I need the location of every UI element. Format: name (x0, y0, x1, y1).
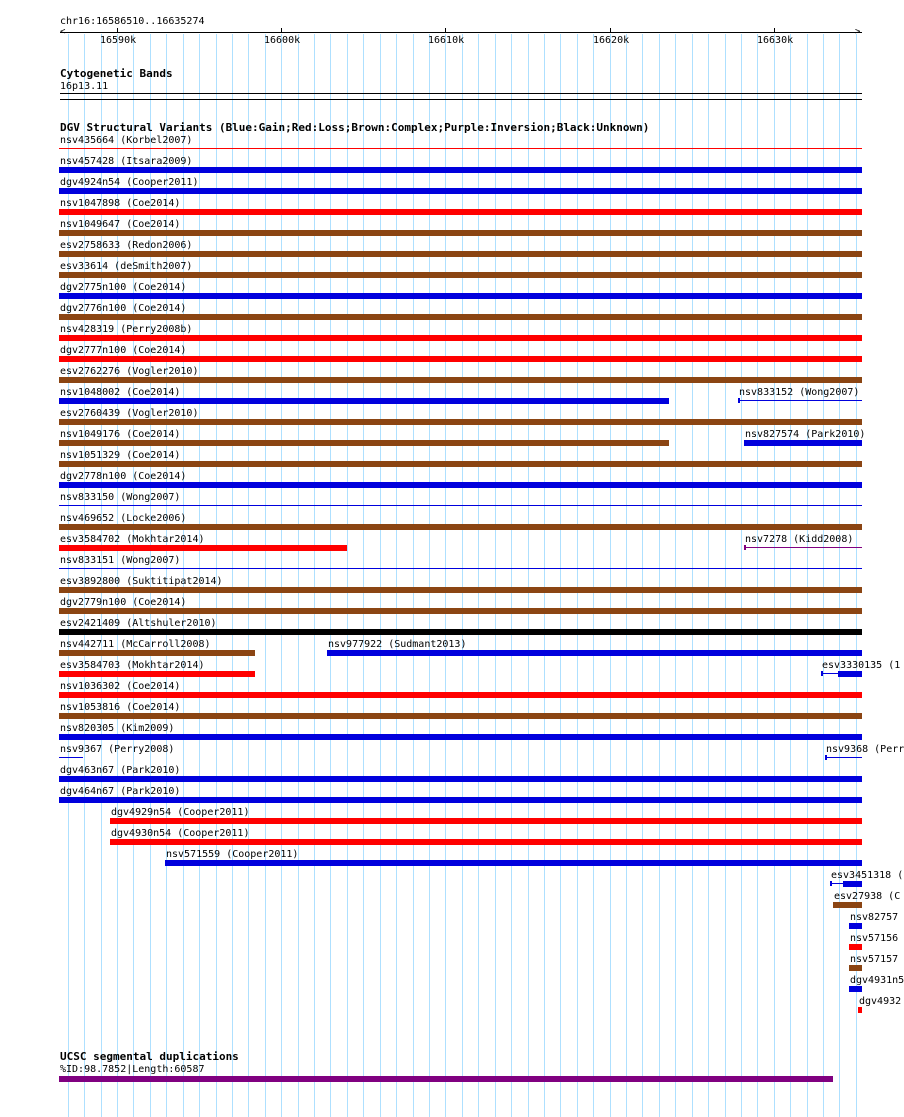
ruler-tick (610, 28, 611, 33)
dgv-feature-label: esv33614 (deSmith2007) (60, 261, 193, 272)
dgv-feature-label: nsv833152 (Wong2007) (739, 387, 860, 398)
dgv-feature-label: dgv4924n54 (Cooper2011) (60, 177, 199, 188)
dgv-feature-label: nsv820305 (Kim2009) (60, 723, 175, 734)
dgv-feature[interactable] (59, 356, 862, 362)
dgv-feature-label: esv3892800 (Suktitipat2014) (60, 576, 223, 587)
dgv-feature[interactable] (59, 335, 862, 341)
dgv-feature-label: dgv2775n100 (Coe2014) (60, 282, 187, 293)
dgv-feature-label: nsv9368 (Perr (826, 744, 904, 755)
dgv-feature[interactable] (59, 568, 862, 569)
dgv-feature[interactable] (59, 419, 862, 425)
dgv-feature-label: esv2762276 (Vogler2010) (60, 366, 199, 377)
dgv-feature-label: dgv2779n100 (Coe2014) (60, 597, 187, 608)
dgv-feature-label: nsv833151 (Wong2007) (60, 555, 181, 566)
dgv-feature[interactable] (59, 377, 862, 383)
dgv-feature-label: esv2758633 (Redon2006) (60, 240, 193, 251)
dgv-feature[interactable] (59, 482, 862, 488)
dgv-feature-label: nsv428319 (Perry2008b) (60, 324, 193, 335)
dgv-feature[interactable] (59, 440, 669, 446)
dgv-feature[interactable] (849, 944, 862, 950)
ruler-tick-label: 16630k (757, 35, 794, 46)
dgv-feature-label: nsv827574 (Park2010) (745, 429, 866, 440)
dgv-feature[interactable] (738, 400, 862, 401)
dgv-feature-label: nsv977922 (Sudmant2013) (328, 639, 467, 650)
dgv-feature-label: nsv57156 (850, 933, 899, 944)
dgv-feature-label: nsv435664 (Korbel2007) (60, 135, 193, 146)
dgv-feature[interactable] (849, 986, 862, 992)
dgv-feature[interactable] (59, 587, 862, 593)
ruler-axis (60, 32, 862, 33)
dgv-feature-label: nsv1036302 (Coe2014) (60, 681, 181, 692)
dgv-feature-label: nsv457428 (Itsara2009) (60, 156, 193, 167)
segdup-label: %ID:98.7852|Length:60587 (60, 1064, 205, 1075)
dgv-feature-label: nsv1051329 (Coe2014) (60, 450, 181, 461)
dgv-feature[interactable] (59, 734, 862, 740)
dgv-track-title[interactable]: DGV Structural Variants (Blue:Gain;Red:Loss;Brown:Complex;Purple:Inversion;Black:Unknown) (60, 121, 650, 134)
dgv-feature[interactable] (59, 167, 862, 173)
ruler-tick-label: 16590k (100, 35, 137, 46)
ruler-right-arrow: > (855, 27, 861, 37)
ruler-tick (445, 28, 446, 33)
dgv-feature-label: esv2760439 (Vogler2010) (60, 408, 199, 419)
dgv-feature[interactable] (59, 188, 862, 194)
dgv-feature[interactable] (59, 797, 862, 803)
dgv-feature-cap (830, 881, 832, 886)
dgv-feature[interactable] (165, 860, 862, 866)
segdup-title[interactable]: UCSC segmental duplications (60, 1050, 239, 1063)
dgv-feature[interactable] (858, 1007, 862, 1013)
dgv-feature[interactable] (59, 757, 83, 758)
dgv-feature-label: esv3330135 (1 (822, 660, 901, 671)
dgv-feature-label: nsv469652 (Locke2006) (60, 513, 187, 524)
dgv-feature[interactable] (59, 545, 347, 551)
dgv-feature[interactable] (849, 965, 862, 971)
dgv-feature-label: nsv1048002 (Coe2014) (60, 387, 181, 398)
dgv-feature-label: nsv833150 (Wong2007) (60, 492, 181, 503)
dgv-feature[interactable] (110, 839, 862, 845)
dgv-feature-label: nsv57157 (850, 954, 899, 965)
dgv-feature[interactable] (59, 251, 862, 257)
dgv-feature-label: esv27938 (C (834, 891, 901, 902)
ruler-tick-label: 16600k (264, 35, 301, 46)
dgv-feature[interactable] (59, 461, 862, 467)
dgv-feature[interactable] (59, 148, 862, 149)
dgv-feature-cap (825, 755, 827, 760)
dgv-feature-label: dgv2777n100 (Coe2014) (60, 345, 187, 356)
dgv-feature[interactable] (833, 902, 862, 908)
dgv-feature[interactable] (59, 671, 255, 677)
ruler-tick-label: 16610k (428, 35, 465, 46)
dgv-feature-label: esv2421409 (Altshuler2010) (60, 618, 217, 629)
dgv-feature[interactable] (59, 398, 669, 404)
dgv-feature-label: esv3451318 ( (831, 870, 904, 881)
cytoband-label: 16p13.11 (60, 81, 109, 92)
dgv-feature[interactable] (59, 293, 862, 299)
cytoband-title: Cytogenetic Bands (60, 67, 173, 80)
dgv-feature[interactable] (59, 713, 862, 719)
dgv-feature[interactable] (849, 923, 862, 929)
dgv-feature-label: dgv463n67 (Park2010) (60, 765, 181, 776)
cytoband-line-top (60, 93, 862, 94)
cytoband-line-bottom (60, 99, 862, 100)
dgv-feature[interactable] (843, 881, 862, 887)
dgv-feature-label: nsv1053816 (Coe2014) (60, 702, 181, 713)
dgv-feature-stub (821, 673, 838, 674)
dgv-feature-label: nsv1049647 (Coe2014) (60, 219, 181, 230)
dgv-feature-label: nsv1049176 (Coe2014) (60, 429, 181, 440)
dgv-feature-label: nsv9367 (Perry2008) (60, 744, 175, 755)
ruler-tick (281, 28, 282, 33)
dgv-feature[interactable] (744, 440, 862, 446)
dgv-feature[interactable] (744, 547, 862, 548)
dgv-feature-label: dgv4929n54 (Cooper2011) (111, 807, 250, 818)
dgv-feature-label: esv3584702 (Mokhtar2014) (60, 534, 205, 545)
dgv-feature-label: nsv82757 (850, 912, 899, 923)
dgv-feature-label: dgv464n67 (Park2010) (60, 786, 181, 797)
dgv-feature-label: esv3584703 (Mokhtar2014) (60, 660, 205, 671)
dgv-feature-label: dgv2778n100 (Coe2014) (60, 471, 187, 482)
dgv-feature[interactable] (825, 757, 862, 758)
dgv-feature[interactable] (59, 776, 862, 782)
dgv-feature[interactable] (59, 314, 862, 320)
segdup-feature[interactable] (59, 1076, 833, 1082)
dgv-feature-cap (744, 545, 746, 550)
dgv-feature-label: dgv2776n100 (Coe2014) (60, 303, 187, 314)
dgv-feature[interactable] (59, 524, 862, 530)
dgv-feature[interactable] (59, 505, 862, 506)
dgv-feature[interactable] (59, 650, 255, 656)
dgv-feature[interactable] (59, 209, 862, 215)
dgv-feature-label: nsv1047898 (Coe2014) (60, 198, 181, 209)
dgv-feature-label: nsv7278 (Kidd2008) (745, 534, 854, 545)
dgv-feature[interactable] (59, 629, 862, 635)
dgv-feature[interactable] (59, 608, 862, 614)
dgv-feature-label: nsv571559 (Cooper2011) (166, 849, 299, 860)
position-label: chr16:16586510..16635274 (60, 16, 205, 27)
dgv-feature[interactable] (59, 272, 862, 278)
dgv-feature[interactable] (59, 692, 862, 698)
dgv-feature-label: dgv4932 (859, 996, 902, 1007)
dgv-feature-label: dgv4931n5 (850, 975, 904, 986)
ruler-tick (774, 28, 775, 33)
ruler-tick (117, 28, 118, 33)
dgv-feature[interactable] (110, 818, 862, 824)
dgv-feature-cap (821, 671, 823, 676)
dgv-feature[interactable] (327, 650, 862, 656)
dgv-feature-label: nsv442711 (McCarroll2008) (60, 639, 211, 650)
dgv-feature-label: dgv4930n54 (Cooper2011) (111, 828, 250, 839)
dgv-feature[interactable] (838, 671, 862, 677)
dgv-feature-cap (738, 398, 740, 403)
ruler-left-arrow: < (60, 27, 66, 37)
dgv-feature[interactable] (59, 230, 862, 236)
ruler-tick-label: 16620k (593, 35, 630, 46)
